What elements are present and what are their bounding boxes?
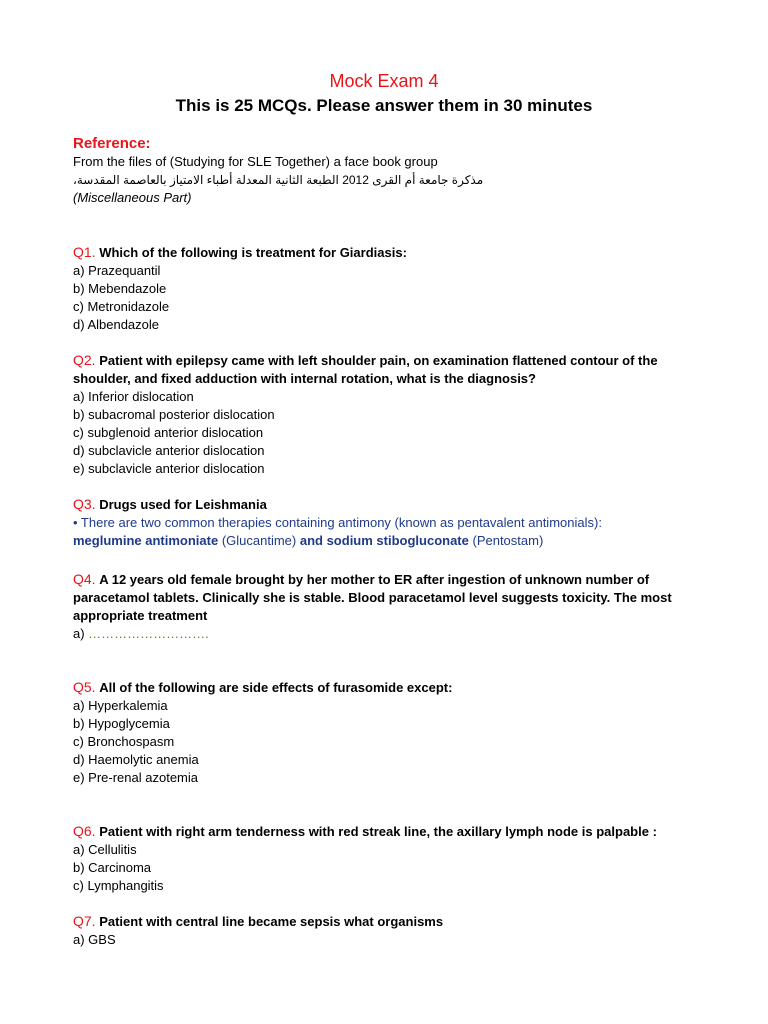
question-number: Q3. — [73, 496, 96, 512]
question-text-continued: paracetamol tablets. Clinically she is stable. Blood paracetamol level suggests toxicity. The most — [73, 590, 672, 605]
answer-option: b) Mebendazole — [73, 281, 167, 296]
question-text: Patient with central line became sepsis what organisms — [99, 914, 444, 929]
question-5 — [73, 678, 723, 787]
answer-option: a) Prazequantil — [73, 263, 161, 278]
reference-line-1: From the files of (Studying for SLE Together) a face book group — [73, 154, 438, 169]
conjunction: and — [299, 533, 323, 548]
answer-option: b) Hypoglycemia — [73, 716, 170, 731]
question-number: Q2. — [73, 352, 96, 368]
reference-line-arabic: مذكرة جامعة أم القرى 2012 الطبعة الثانية المعدلة أطباء الامتياز بالعاصمة المقدسة، — [73, 173, 484, 187]
question-3 — [73, 495, 723, 550]
answer-option: d) subclavicle anterior dislocation — [73, 443, 265, 458]
question-text: A 12 years old female brought by her mother to ER after ingestion of unknown number of — [99, 572, 650, 587]
answer-option: b) Carcinoma — [73, 860, 152, 875]
question-text: Patient with right arm tenderness with red streak line, the axillary lymph node is palpable : — [99, 824, 657, 839]
answer-option: c) subglenoid anterior dislocation — [73, 425, 264, 440]
answer-option: c) Lymphangitis — [73, 878, 164, 893]
question-2 — [73, 351, 723, 478]
reference-heading: Reference: — [73, 135, 151, 152]
answer-option: b) subacromal posterior dislocation — [73, 407, 275, 422]
question-text-continued: shoulder, and fixed adduction with internal rotation, what is the diagnosis? — [73, 371, 536, 386]
answer-bullet: • There are two common therapies containing antimony (known as pentavalent antimonials): — [73, 515, 602, 530]
drug-brand: (Pentostam) — [468, 533, 544, 548]
question-number: Q7. — [73, 913, 96, 929]
question-text: Which of the following is treatment for Giardiasis: — [99, 245, 407, 260]
question-7 — [73, 912, 723, 949]
answer-blank: ………………………. — [88, 626, 209, 641]
answer-option: a) Inferior dislocation — [73, 389, 194, 404]
question-text: Patient with epilepsy came with left shoulder pain, on examination flattened contour of the — [99, 353, 658, 368]
answer-option: c) Metronidazole — [73, 299, 170, 314]
question-text-continued: appropriate treatment — [73, 608, 208, 623]
answer-option: c) Bronchospasm — [73, 734, 175, 749]
question-4 — [73, 570, 723, 643]
exam-subtitle: This is 25 MCQs. Please answer them in 30 minutes — [175, 96, 593, 115]
drug-brand: (Glucantime) — [218, 533, 300, 548]
question-text: All of the following are side effects of furasomide except: — [99, 680, 453, 695]
answer-option: e) subclavicle anterior dislocation — [73, 461, 265, 476]
drug-name: sodium stibogluconate — [322, 533, 469, 548]
answer-option: a) — [73, 626, 89, 641]
drug-name: meglumine antimoniate — [73, 533, 219, 548]
question-6 — [73, 822, 723, 895]
exam-title: Mock Exam 4 — [329, 71, 439, 91]
question-text: Drugs used for Leishmania — [99, 497, 267, 512]
question-1 — [73, 243, 723, 334]
question-number: Q4. — [73, 571, 96, 587]
answer-option: a) Hyperkalemia — [73, 698, 168, 713]
reference-line-3: (Miscellaneous Part) — [73, 190, 192, 205]
answer-option: e) Pre-renal azotemia — [73, 770, 198, 785]
answer-option: d) Albendazole — [73, 317, 160, 332]
question-number: Q6. — [73, 823, 96, 839]
reference-section — [73, 135, 723, 207]
answer-option: d) Haemolytic anemia — [73, 752, 199, 767]
question-number: Q5. — [73, 679, 96, 695]
question-number: Q1. — [73, 244, 96, 260]
answer-option: a) GBS — [73, 932, 116, 947]
answer-option: a) Cellulitis — [73, 842, 137, 857]
